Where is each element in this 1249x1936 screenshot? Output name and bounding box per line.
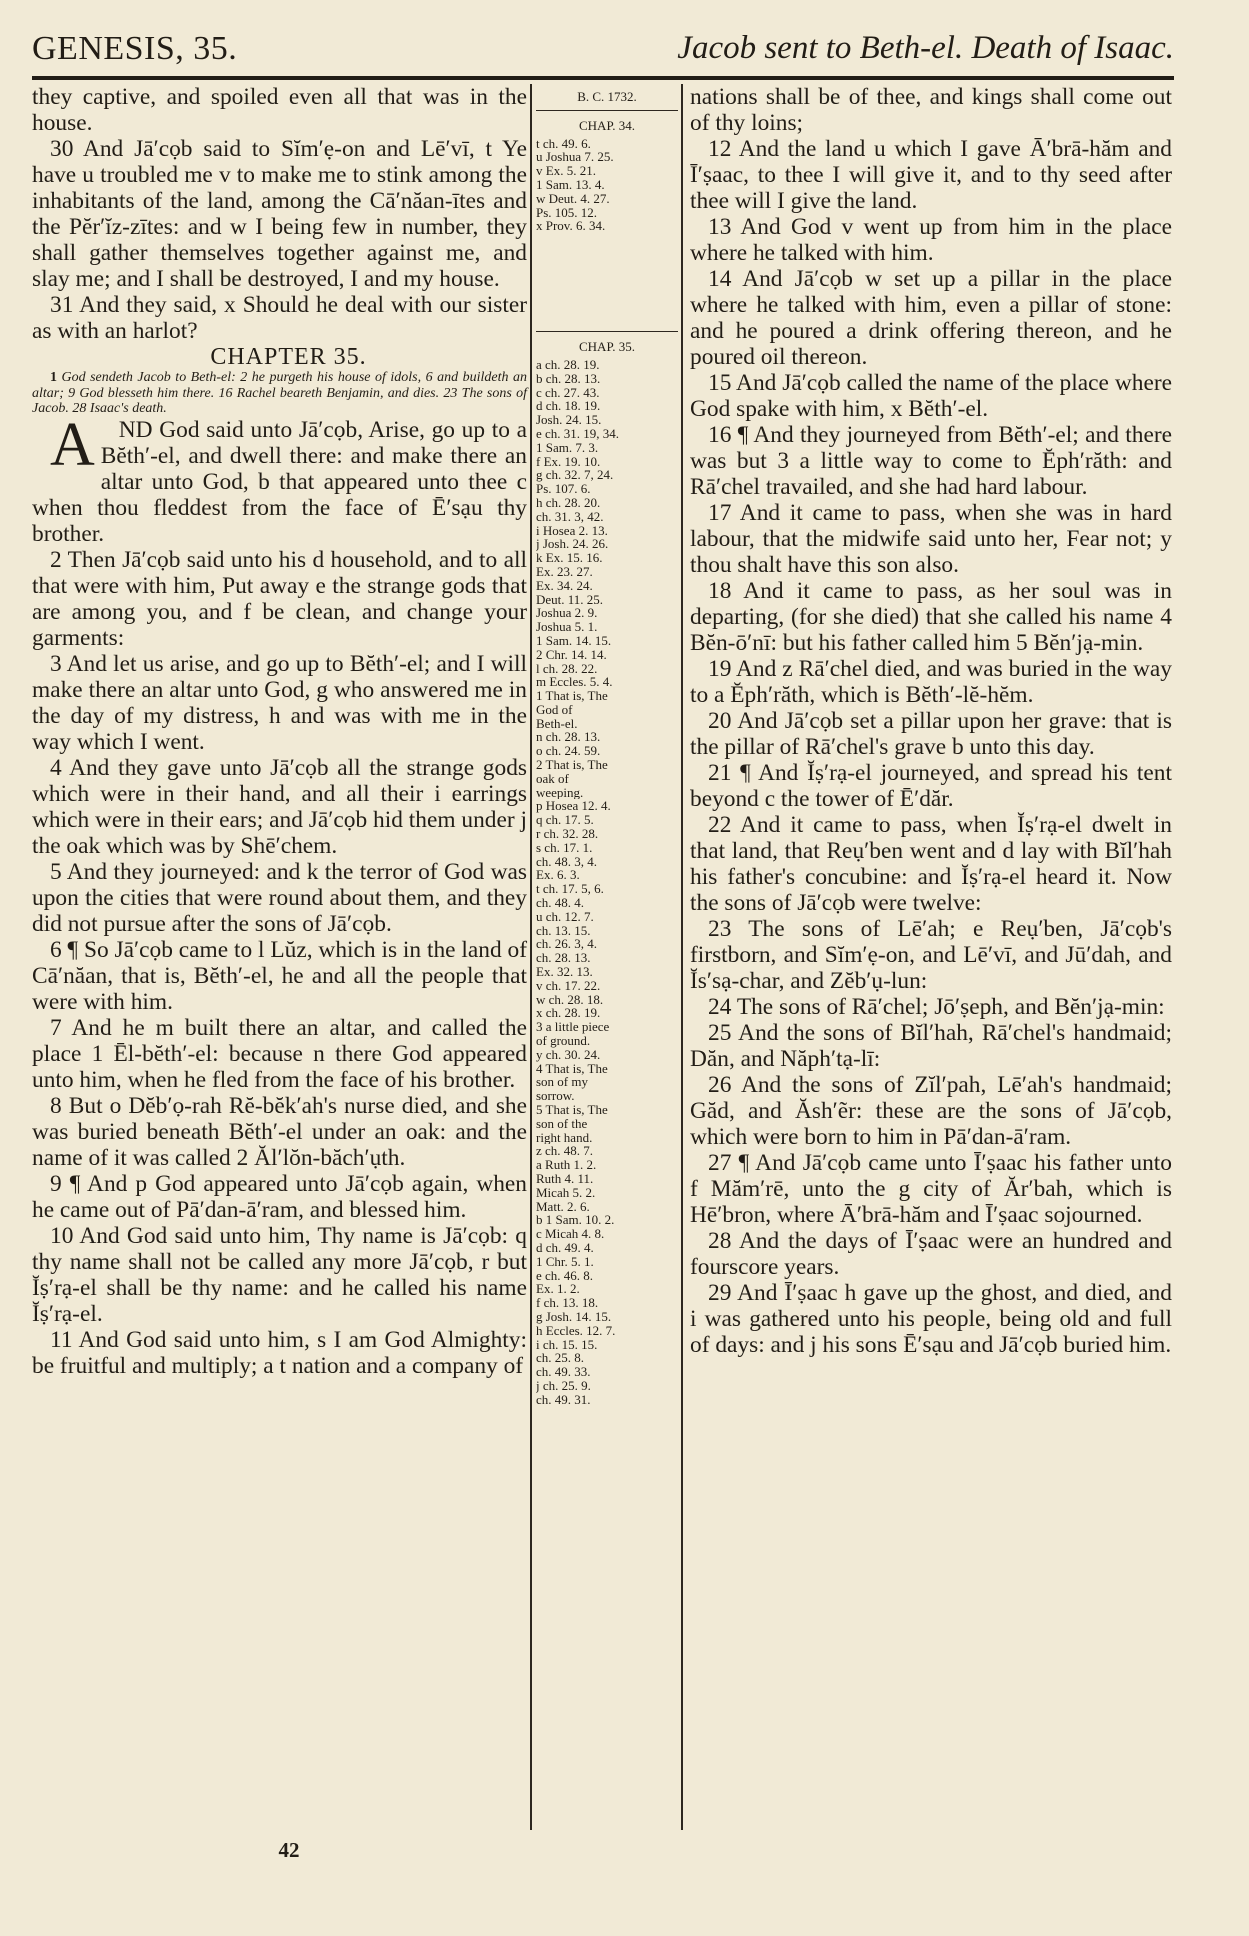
cross-reference: ch. 49. 33. (536, 1365, 591, 1379)
ref-chapter-heading: CHAP. 35. (579, 339, 635, 355)
cross-reference: w ch. 28. 18. (536, 992, 604, 1007)
cross-reference: u ch. 12. 7. (536, 909, 594, 924)
cross-reference: k Ex. 15. 16. (536, 551, 603, 565)
cross-reference: m Eccles. 5. 4. (536, 675, 613, 690)
verse-paragraph-first (32, 410, 527, 547)
cross-reference: 1 Sam. 13. 4. (536, 177, 605, 192)
cross-reference: weeping. (536, 785, 584, 800)
cross-reference: ch. 49. 31. (536, 1392, 591, 1407)
verse-paragraph: 29 And Ī′ṣaac h gave up the ghost, and died, and i was gathered unto his people, being old and full of days: and j his sons Ē′sạu and Jā′cọb buried him. (690, 1280, 1172, 1358)
cross-reference: Ex. 23. 27. (536, 564, 593, 579)
cross-reference: w Deut. 4. 27. (536, 191, 610, 206)
cross-reference: 4 That is, The (536, 1061, 608, 1076)
cross-reference: p Hosea 12. 4. (536, 799, 611, 814)
cross-reference: x Prov. 6. 34. (536, 219, 606, 234)
cross-reference: Ruth 4. 11. (536, 1171, 594, 1186)
verse-paragraph: 20 And Jā′cọb set a pillar upon her grave: that is the pillar of Rā′chel's grave b unto this day. (690, 708, 1172, 760)
cross-reference: Joshua 5. 1. (536, 620, 598, 634)
verse-paragraph: 5 And they journeyed: and k the terror of God was upon the cities that were round about them, and they did not pursue after the sons of Jā′cọb. (32, 858, 527, 937)
cross-reference: God of (536, 702, 573, 717)
cross-reference: 3 a little piece (536, 1020, 610, 1035)
page-topic-title: Jacob sent to Beth-el. Death of Isaac. (677, 30, 1174, 66)
cross-reference: c Micah 4. 8. (536, 1227, 605, 1241)
cross-reference: v Ex. 5. 21. (536, 164, 596, 178)
cross-reference: y ch. 30. 24. (536, 1047, 601, 1062)
ref-rule (536, 331, 678, 332)
cross-reference: son of the (536, 1116, 588, 1131)
cross-reference: ch. 28. 13. (536, 951, 591, 966)
cross-reference: ch. 13. 15. (536, 923, 591, 938)
cross-reference: Deut. 11. 25. (536, 592, 604, 607)
cross-reference: a ch. 28. 19. (536, 357, 600, 372)
cross-reference: o ch. 24. 59. (536, 744, 601, 759)
cross-reference: d ch. 49. 4. (536, 1240, 594, 1255)
verse-paragraph: 25 And the sons of Bĭl′hah, Rā′chel's handmaid; Dăn, and Năph′tạ-lī: (690, 1020, 1172, 1072)
cross-reference: Ex. 34. 24. (536, 578, 593, 593)
cross-reference: e ch. 31. 19, 34. (536, 426, 620, 441)
cross-reference: n ch. 28. 13. (536, 730, 601, 745)
cross-reference: ch. 26. 3, 4. (536, 937, 598, 952)
cross-reference: e ch. 46. 8. (536, 1268, 594, 1283)
cross-reference: b ch. 28. 13. (536, 371, 601, 386)
cross-reference: son of my (536, 1075, 588, 1090)
verse-paragraph: nations shall be of thee, and kings shall come out of thy loins; (690, 84, 1172, 136)
cross-reference: Ex. 1. 2. (536, 1282, 580, 1297)
book-chapter-title: GENESIS, 35. (32, 30, 238, 67)
chapter-summary-text: God sendeth Jacob to Beth-el: 2 he purgeth his house of idols, 6 and buildeth an altar; 9 God blesseth him there. 16 Rachel beareth Benjamin, and dies. 23 The sons of Jacob. 28 Isaac's death. (32, 370, 527, 416)
column-divider-right (681, 84, 683, 1830)
cross-reference: h ch. 28. 20. (536, 495, 601, 510)
cross-reference: c ch. 27. 43. (536, 385, 600, 400)
verse-paragraph: 7 And he m built there an altar, and called the place 1 Ēl-bĕth′-el: because n there God appeared unto him, when he fled from the face of his brother. (32, 1014, 527, 1093)
cross-reference: 1 Sam. 14. 15. (536, 633, 612, 648)
verse-paragraph: 19 And z Rā′chel died, and was buried in the way to a Ĕph′răth, which is Bĕth′-lĕ-hĕm. (690, 656, 1172, 708)
cross-reference: f ch. 13. 18. (536, 1296, 599, 1310)
verse-paragraph: 10 And God said unto him, Thy name is Jā′cọb: q thy name shall not be called any more Jā′cọb, r but Ĭṣ′rạ-el shall be thy name: and he called his name Ĭṣ′rạ-el. (32, 1222, 527, 1327)
cross-reference: ch. 48. 4. (536, 896, 585, 910)
verse-paragraph: 14 And Jā′cọb w set up a pillar in the place where he talked with him, even a pillar of stone: and he poured a drink offering thereon, and he poured oil thereon. (690, 266, 1172, 370)
cross-reference: i ch. 15. 15. (536, 1337, 598, 1352)
ref-chapter-heading: CHAP. 34. (579, 117, 635, 133)
chapter-summary-marker: 1 (50, 370, 57, 385)
cross-reference-column (536, 84, 678, 1407)
chapter-heading: CHAPTER 35. (210, 344, 367, 370)
verse-paragraph: 30 And Jā′cọb said to Sĭm′ẹ-on and Lē′vī, t Ye have u troubled me v to make me to stink among the inhabitants of the land, among the Cā′năan-ītes and the Pĕr′ĭz-zītes: and w I being few in number, they shall gather themselves together against me, and slay me; and I shall be destroyed, I and my house. (32, 136, 527, 292)
cross-reference: u Joshua 7. 25. (536, 150, 614, 165)
cross-reference: j ch. 25. 9. (536, 1378, 591, 1393)
cross-reference: sorrow. (536, 1089, 575, 1103)
verse-paragraph: 13 And God v went up from him in the place where he talked with him. (690, 214, 1172, 266)
verse-paragraph: 26 And the sons of Zĭl′pah, Lē′ah's handmaid; Găd, and Ăsh′ẽr: these are the sons of Jā′cọb, which were born to him in Pā′dan-ā′ram. (690, 1072, 1172, 1150)
cross-reference: 1 That is, The (536, 689, 608, 703)
cross-reference: t ch. 49. 6. (536, 136, 591, 151)
ref-list-34 (536, 137, 678, 234)
verse-paragraph: 21 ¶ And Ĭṣ′rạ-el journeyed, and spread his tent beyond c the tower of Ē′dăr. (690, 760, 1172, 812)
cross-reference: b 1 Sam. 10. 2. (536, 1213, 615, 1228)
right-text-column (690, 84, 1172, 1358)
cross-reference: Micah 5. 2. (536, 1185, 596, 1200)
running-header (32, 26, 1174, 74)
cross-reference: j Josh. 24. 26. (536, 537, 609, 552)
verse-paragraph: 24 The sons of Rā′chel; Jō′ṣeph, and Bĕn′jạ-min: (708, 994, 1165, 1020)
cross-reference: Joshua 2. 9. (536, 606, 598, 621)
cross-reference: 2 That is, The (536, 758, 608, 772)
cross-reference: v ch. 17. 22. (536, 978, 601, 993)
verse-paragraph: 4 And they gave unto Jā′cọb all the strange gods which were in their hand, and all their i earrings which were in their ears; and Jā′cọb hid them under j the oak which was by Shē′chem. (32, 754, 527, 859)
cross-reference: 1 Chr. 5. 1. (536, 1254, 594, 1269)
chapter-summary (32, 370, 527, 417)
verse-paragraph: 12 And the land u which I gave Ā′brā-hăm and Ī′ṣaac, to thee I will give it, and to thy seed after thee will I give the land. (690, 136, 1172, 214)
cross-reference: i Hosea 2. 13. (536, 523, 608, 538)
cross-reference: t ch. 17. 5, 6. (536, 882, 604, 897)
cross-reference: q ch. 17. 5. (536, 813, 594, 828)
verse-paragraph: 22 And it came to pass, when Ĭṣ′rạ-el dwelt in that land, that Reụ′ben went and d lay with Bĭl′hah his father's concubine: and Ĭṣ′rạ-el heard it. Now the sons of Jā′cọb were twelve: (690, 812, 1172, 916)
verse-paragraph: 9 ¶ And p God appeared unto Jā′cọb again, when he came out of Pā′dan-ā′ram, and blessed him. (32, 1170, 527, 1223)
drop-cap: A (50, 410, 95, 479)
cross-reference: right hand. (536, 1130, 593, 1145)
verse-paragraph: 16 ¶ And they journeyed from Bĕth′-el; and there was but 3 a little way to come to Ĕph′răth: and Rā′chel travailed, and she had hard labour. (690, 422, 1172, 500)
cross-reference: r ch. 32. 28. (536, 827, 599, 841)
ref-list-35 (536, 358, 678, 1407)
cross-reference: z ch. 48. 7. (536, 1144, 594, 1159)
verse-paragraph: 2 Then Jā′cọb said unto his d household, and to all that were with him, Put away e the strange gods that are among you, and f be clean, and change your garments: (32, 546, 527, 651)
verse-paragraph: 28 And the days of Ī′ṣaac were an hundred and fourscore years. (690, 1228, 1172, 1280)
cross-reference: ch. 48. 3, 4. (536, 854, 598, 869)
cross-reference: ch. 25. 8. (536, 1351, 585, 1366)
cross-reference: 1 Sam. 7. 3. (536, 440, 599, 455)
verse-paragraph: 17 And it came to pass, when she was in hard labour, that the midwife said unto her, Fear not; y thou shalt have this son also. (690, 500, 1172, 578)
cross-reference: Josh. 24. 15. (536, 413, 602, 427)
date-marker: B. C. 1732. (577, 89, 637, 104)
cross-reference: Beth-el. (536, 716, 578, 731)
cross-reference: of ground. (536, 1034, 591, 1048)
left-text-column (32, 84, 527, 1379)
verse-paragraph: they captive, and spoiled even all that was in the house. (32, 84, 527, 136)
verse-paragraph: 8 But o Dĕb′ọ-rah Rĕ-bĕk′ah's nurse died, and she was buried beneath Bĕth′-el under an oak: and the name of it was called 2 Ăl′lŏn-băch′ụth. (32, 1092, 527, 1171)
cross-reference: Ps. 107. 6. (536, 482, 591, 496)
cross-reference: Matt. 2. 6. (536, 1199, 590, 1214)
cross-reference: Ex. 32. 13. (536, 965, 593, 979)
cross-reference: a Ruth 1. 2. (536, 1158, 597, 1172)
first-verse-text: ND God said unto Jā′cọb, Arise, go up to a Bĕth′-el, and dwell there: and make there an altar unto God, b that appeared unto thee c when thou fleddest from the face of Ē′sạu thy brother. (32, 416, 527, 547)
cross-reference: s ch. 17. 1. (536, 840, 593, 855)
cross-reference: Ps. 105. 12. (536, 205, 598, 220)
verse-paragraph: 27 ¶ And Jā′cọb came unto Ī′ṣaac his father unto f Măm′rē, unto the g city of Ăr′bah, which is Hē′bron, where Ā′brā-hăm and Ī′ṣaac sojourned. (690, 1150, 1172, 1228)
page-number: 42 (278, 1838, 300, 1862)
cross-reference: oak of (536, 771, 569, 786)
verse-paragraph: 31 And they said, x Should he deal with our sister as with an harlot? (32, 292, 527, 344)
cross-reference: f Ex. 19. 10. (536, 454, 601, 469)
verse-paragraph: 11 And God said unto him, s I am God Almighty: be fruitful and multiply; a t nation and a company of (32, 1326, 527, 1379)
cross-reference: 2 Chr. 14. 14. (536, 647, 607, 662)
cross-reference: l ch. 28. 22. (536, 661, 598, 676)
cross-reference: Ex. 6. 3. (536, 868, 580, 883)
column-divider-left (530, 84, 532, 1830)
cross-reference: h Eccles. 12. 7. (536, 1323, 616, 1338)
cross-reference: g Josh. 14. 15. (536, 1309, 612, 1324)
header-rule (32, 76, 1174, 80)
verse-paragraph: 3 And let us arise, and go up to Bĕth′-el; and I will make there an altar unto God, g who answered me in the day of my distress, h and was with me in the way which I went. (32, 650, 527, 755)
cross-reference: d ch. 18. 19. (536, 399, 601, 414)
cross-reference: x ch. 28. 19. (536, 1006, 601, 1021)
cross-reference: ch. 31. 3, 42. (536, 509, 604, 524)
cross-reference: g ch. 32. 7, 24. (536, 468, 614, 483)
ref-rule (536, 110, 678, 111)
verse-paragraph: 15 And Jā′cọb called the name of the place where God spake with him, x Bĕth′-el. (690, 370, 1172, 422)
verse-paragraph: 18 And it came to pass, as her soul was in departing, (for she died) that she called his name 4 Bĕn-ō′nī: but his father called him 5 Bĕn′jạ-min. (690, 578, 1172, 656)
verse-paragraph: 6 ¶ So Jā′cọb came to l Lŭz, which is in the land of Cā′năan, that is, Bĕth′-el, he and all the people that were with him. (32, 936, 527, 1015)
verse-paragraph: 23 The sons of Lē′ah; e Reụ′ben, Jā′cọb's firstborn, and Sĭm′ẹ-on, and Lē′vī, and Jū′dah, and Ĭs′sạ-char, and Zĕb′ụ-lun: (690, 916, 1172, 994)
cross-reference: 5 That is, The (536, 1103, 608, 1117)
